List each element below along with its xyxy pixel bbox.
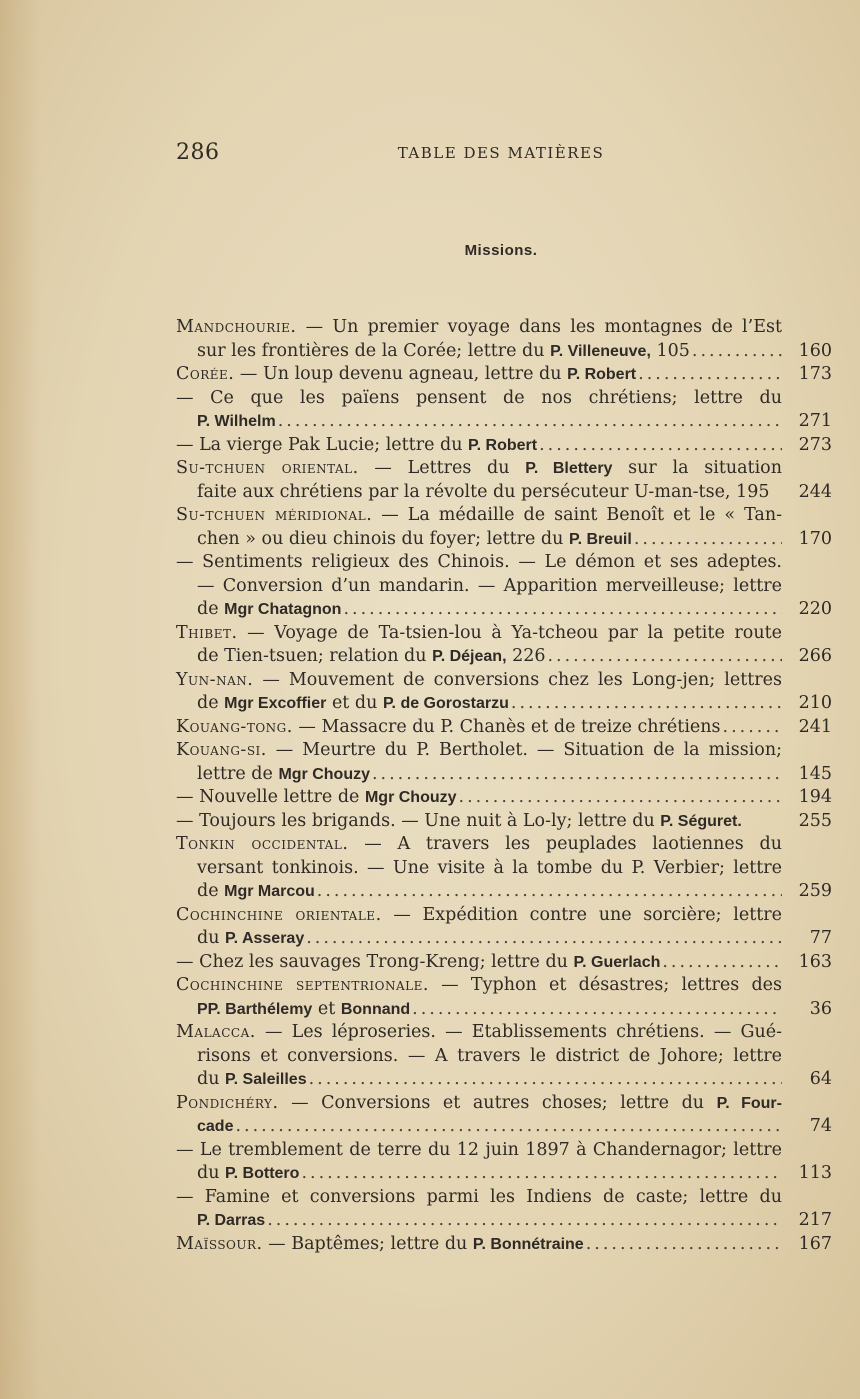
- toc-entry-text: [176, 1093, 782, 1113]
- entry-text: — Lettres du: [358, 458, 526, 478]
- dot-leader: [267, 1209, 782, 1233]
- toc-line: [176, 857, 832, 881]
- dot-leader: [235, 1115, 782, 1139]
- entry-text: — Un premier voyage dans les montagnes de l’Est: [296, 317, 782, 337]
- region-name: Cochinchine orientale.: [176, 904, 382, 925]
- author-name: P. Saleilles: [225, 1071, 307, 1088]
- page-reference[interactable]: 220: [798, 599, 832, 619]
- page-reference[interactable]: 64: [809, 1069, 832, 1089]
- page-reference[interactable]: 273: [798, 434, 832, 455]
- entry-text: — Ce que les païens pensent de nos chrétiens; lettre du: [176, 387, 782, 408]
- entry-text: — Famine et conversions parmi les Indiens de caste; lettre du: [176, 1186, 782, 1207]
- entry-text: de: [197, 599, 225, 619]
- page-reference[interactable]: 259: [798, 881, 832, 901]
- toc-line: [176, 528, 832, 552]
- dot-leader: [301, 1162, 782, 1186]
- page-reference[interactable]: 170: [798, 528, 832, 549]
- toc-line: [176, 551, 832, 575]
- toc-entry-text: [197, 1115, 233, 1139]
- page-reference[interactable]: 163: [798, 951, 832, 972]
- page-reference[interactable]: 145: [798, 763, 832, 784]
- toc-entry-text: [197, 576, 782, 596]
- entry-text: chen » ou dieu chinois du foyer; lettre du: [197, 528, 569, 549]
- dot-leader: [343, 598, 782, 622]
- author-name: P. Breuil: [568, 530, 632, 548]
- entry-text: du: [197, 1069, 226, 1089]
- toc-line: [176, 739, 832, 763]
- entry-text: — Un loup devenu agneau, lettre du: [234, 364, 568, 384]
- toc-entry-text: [176, 810, 742, 834]
- region-name: Mandchourie.: [176, 317, 297, 337]
- toc-line: [176, 880, 832, 904]
- toc-entry-text: [197, 1209, 265, 1233]
- dot-leader: [306, 927, 782, 951]
- page-reference[interactable]: 271: [798, 411, 832, 431]
- toc-line: [176, 716, 832, 740]
- dot-leader: [547, 645, 782, 669]
- entry-text: — Mouvement de conversions chez les Long-jen; lettres: [253, 669, 782, 690]
- toc-entry-text: [176, 317, 782, 337]
- toc-entry-text: [197, 1046, 782, 1066]
- toc-entry-text: [197, 1068, 307, 1092]
- page-reference[interactable]: 160: [798, 340, 832, 361]
- entry-text: de: [197, 881, 225, 901]
- entry-text: sur la situation: [612, 458, 782, 478]
- toc-entry-text: [197, 645, 545, 669]
- entry-text: du: [197, 928, 226, 948]
- entry-text: du: [197, 1163, 226, 1183]
- page-number: 286: [176, 140, 220, 165]
- dot-leader: [662, 951, 782, 975]
- region-name: Cochinchine septentrionale.: [176, 975, 429, 995]
- toc-entry-text: [176, 505, 782, 525]
- toc-line: [176, 340, 832, 364]
- entry-text: — Meurtre du P. Bertholet. — Situation de la mission;: [266, 740, 782, 760]
- toc-entry-text: [176, 905, 782, 925]
- toc-entry-text: [176, 740, 782, 760]
- dot-leader: [586, 1233, 782, 1257]
- entry-text: sur les frontières de la Corée; lettre du: [197, 340, 551, 361]
- dot-leader: [317, 880, 782, 904]
- entry-text: versant tonkinois. — Une visite à la tombe du P. Verbier; lettre: [197, 857, 782, 878]
- entry-text: — La médaille de saint Benoît et le « Tan-: [372, 505, 783, 525]
- entry-text: — Expédition contre une sorcière; lettre: [381, 904, 782, 925]
- entry-text: — A travers les peuplades laotiennes du: [348, 834, 782, 854]
- entry-text: et du: [326, 693, 383, 713]
- entry-text: — Le tremblement de terre du 12 juin 1897 à Chandernagor; lettre: [176, 1139, 782, 1160]
- entry-text: — Typhon et désastres; lettres des: [428, 975, 783, 995]
- toc-line: [176, 316, 832, 340]
- author-name: P. Séguret.: [660, 812, 742, 830]
- toc-entry-text: [197, 763, 370, 787]
- toc-entry-text: [176, 458, 782, 478]
- author-name: Mgr Chouzy: [278, 765, 370, 783]
- toc-entry-text: [176, 434, 537, 458]
- entry-text: — La vierge Pak Lucie; lettre du: [176, 434, 469, 455]
- author-name: P. Darras: [197, 1212, 266, 1229]
- dot-leader: [692, 340, 782, 364]
- entry-text: 226: [506, 646, 546, 666]
- page-reference[interactable]: 210: [798, 693, 832, 713]
- region-name: Thibet.: [176, 622, 238, 643]
- toc-line: [176, 504, 832, 528]
- toc-line: [176, 387, 832, 411]
- entry-text: — Toujours les brigands. — Une nuit à Lo-ly; lettre du: [176, 810, 661, 831]
- toc-entry-text: [197, 692, 509, 716]
- dot-leader: [309, 1068, 782, 1092]
- entry-text: — Conversions et autres choses; lettre du: [278, 1092, 717, 1113]
- page-reference[interactable]: 266: [798, 646, 832, 666]
- entry-text: de: [197, 693, 225, 713]
- toc-line: [176, 1186, 832, 1210]
- dot-leader: [278, 410, 782, 434]
- entry-text: — Sentiments religieux des Chinois. — Le démon et ses adeptes.: [176, 552, 782, 572]
- entry-text: — Voyage de Ta-tsien-lou à Ya-tcheou par la petite route: [237, 622, 782, 643]
- toc-entry-text: [176, 1022, 782, 1042]
- page-reference[interactable]: 74: [809, 1116, 832, 1136]
- dot-leader: [459, 786, 782, 810]
- page-reference[interactable]: 194: [798, 787, 832, 807]
- toc-entry-text: [176, 623, 782, 643]
- author-name: Mgr Chouzy: [364, 789, 457, 806]
- author-name: P. Asseray: [225, 930, 305, 947]
- region-name: Pondichéry.: [176, 1092, 279, 1113]
- toc-entry-text: [197, 528, 632, 552]
- region-name: Kouang-si.: [176, 740, 267, 760]
- region-name: Maïssour.: [176, 1233, 263, 1254]
- toc-entry-text: [176, 388, 782, 408]
- entry-text: — Les léproseries. — Etablissements chrétiens. — Gué-: [255, 1022, 782, 1042]
- toc-entry-text: [197, 880, 315, 904]
- toc-line: [176, 998, 832, 1022]
- dot-leader: [638, 363, 782, 387]
- toc-line: [176, 481, 832, 505]
- toc-entry-text: [176, 552, 782, 572]
- toc-entry-text: [197, 927, 304, 951]
- toc-line: [176, 1162, 832, 1186]
- page-reference[interactable]: 173: [798, 364, 832, 384]
- dot-leader: [723, 716, 782, 740]
- toc-entry-text: [197, 340, 690, 364]
- toc-entry-text: [176, 716, 721, 740]
- entry-text: — Chez les sauvages Trong-Kreng; lettre du: [176, 951, 574, 972]
- author-name: Mgr Excoffier: [224, 695, 327, 712]
- page-reference[interactable]: 36: [809, 998, 832, 1019]
- author-name: Bonnand: [340, 1000, 411, 1018]
- toc-line: [176, 1092, 832, 1116]
- author-name: PP. Barthélemy: [197, 1000, 313, 1018]
- author-name: P. Bottero: [225, 1165, 300, 1182]
- entry-text: 105: [650, 340, 690, 361]
- page-reference[interactable]: 77: [809, 928, 832, 948]
- author-name: P. Guerlach: [573, 953, 661, 971]
- toc-entry-text: [197, 1162, 299, 1186]
- dot-leader: [539, 434, 782, 458]
- entry-text: — Baptêmes; lettre du: [262, 1233, 473, 1254]
- toc-line: [176, 810, 832, 834]
- toc-entry-text: [197, 858, 782, 878]
- page-reference[interactable]: 113: [798, 1163, 832, 1183]
- region-name: Kouang-tong.: [176, 716, 293, 737]
- dot-leader: [511, 692, 782, 716]
- running-title: TABLE DES MATIÈRES: [397, 144, 605, 162]
- toc-line: [176, 1115, 832, 1139]
- entry-text: et: [312, 998, 341, 1019]
- toc-entry-text: [176, 670, 782, 690]
- toc-line: [176, 927, 832, 951]
- author-name: P. Déjean,: [432, 648, 507, 665]
- page-reference[interactable]: 217: [798, 1210, 832, 1230]
- entry-text: de Tien-tsuen; relation du: [197, 646, 433, 666]
- entry-text: faite aux chrétiens par la révolte du persécuteur U-man-tse, 195: [197, 481, 770, 502]
- toc-entry-text: [176, 363, 636, 387]
- toc-line: [176, 457, 832, 481]
- toc-line: [176, 1209, 832, 1233]
- toc-line: [176, 904, 832, 928]
- entry-text: lettre de: [197, 763, 279, 784]
- toc-line: [176, 1045, 832, 1069]
- author-name: Mgr Chatagnon: [224, 601, 342, 618]
- region-name: Tonkin occidental.: [176, 834, 349, 854]
- author-name: P. Robert: [567, 366, 637, 383]
- toc-line: [176, 669, 832, 693]
- toc-line: [176, 363, 832, 387]
- toc-line: [176, 622, 832, 646]
- toc-line: [176, 598, 832, 622]
- region-name: Yun-nan.: [176, 669, 254, 690]
- entry-text: risons et conversions. — A travers le district de Johore; lettre: [197, 1045, 782, 1066]
- region-name: Malacca.: [176, 1022, 256, 1042]
- dot-leader: [372, 763, 782, 787]
- section-title: Missions.: [464, 242, 538, 259]
- entry-text: — Nouvelle lettre de: [176, 787, 365, 807]
- toc-entry-text: [176, 1140, 782, 1160]
- entry-text: — Massacre du P. Chanès et de treize chrétiens: [292, 716, 721, 737]
- author-name: Mgr Marcou: [224, 883, 315, 900]
- page-reference[interactable]: 255: [798, 810, 832, 831]
- toc-line: [176, 434, 832, 458]
- region-name: Corée.: [176, 364, 235, 384]
- dot-leader: [634, 528, 782, 552]
- toc-line: [176, 645, 832, 669]
- toc-entry-text: [176, 1233, 584, 1257]
- toc-entry-text: [176, 951, 660, 975]
- toc-entry-text: [197, 410, 276, 434]
- region-name: Su-tchuen oriental.: [176, 458, 359, 478]
- toc-entry-text: [197, 998, 410, 1022]
- toc-line: [176, 1021, 832, 1045]
- toc-entry-text: [176, 834, 782, 854]
- toc-line: [176, 763, 832, 787]
- author-name: P. Four-: [716, 1094, 782, 1112]
- author-name: cade: [197, 1118, 234, 1135]
- author-name: P. Villeneuve,: [550, 342, 651, 360]
- toc-line: [176, 1068, 832, 1092]
- dot-leader: [412, 998, 782, 1022]
- toc-entry-text: [197, 598, 341, 622]
- toc-line: [176, 786, 832, 810]
- page-header: [176, 140, 786, 168]
- toc-line: [176, 1139, 832, 1163]
- author-name: P. Wilhelm: [197, 413, 276, 430]
- author-name: P. de Gorostarzu: [382, 695, 509, 712]
- table-of-contents: [176, 316, 832, 1256]
- page-reference[interactable]: 167: [798, 1233, 832, 1254]
- region-name: Su-tchuen méridional.: [176, 505, 373, 525]
- toc-entry-text: [197, 481, 769, 505]
- page-reference[interactable]: 241: [798, 716, 832, 737]
- page-reference[interactable]: 244: [798, 481, 832, 502]
- toc-entry-text: [176, 786, 457, 810]
- toc-line: [176, 575, 832, 599]
- author-name: P. Robert: [468, 436, 538, 454]
- toc-line: [176, 692, 832, 716]
- toc-line: [176, 974, 832, 998]
- author-name: P. Bonnétraine: [472, 1235, 584, 1253]
- toc-line: [176, 833, 832, 857]
- toc-line: [176, 410, 832, 434]
- author-name: P. Blettery: [525, 460, 613, 477]
- toc-entry-text: [176, 1187, 782, 1207]
- toc-line: [176, 1233, 832, 1257]
- entry-text: — Conversion d’un mandarin. — Apparition merveilleuse; lettre: [197, 575, 782, 596]
- toc-entry-text: [176, 975, 782, 995]
- toc-line: [176, 951, 832, 975]
